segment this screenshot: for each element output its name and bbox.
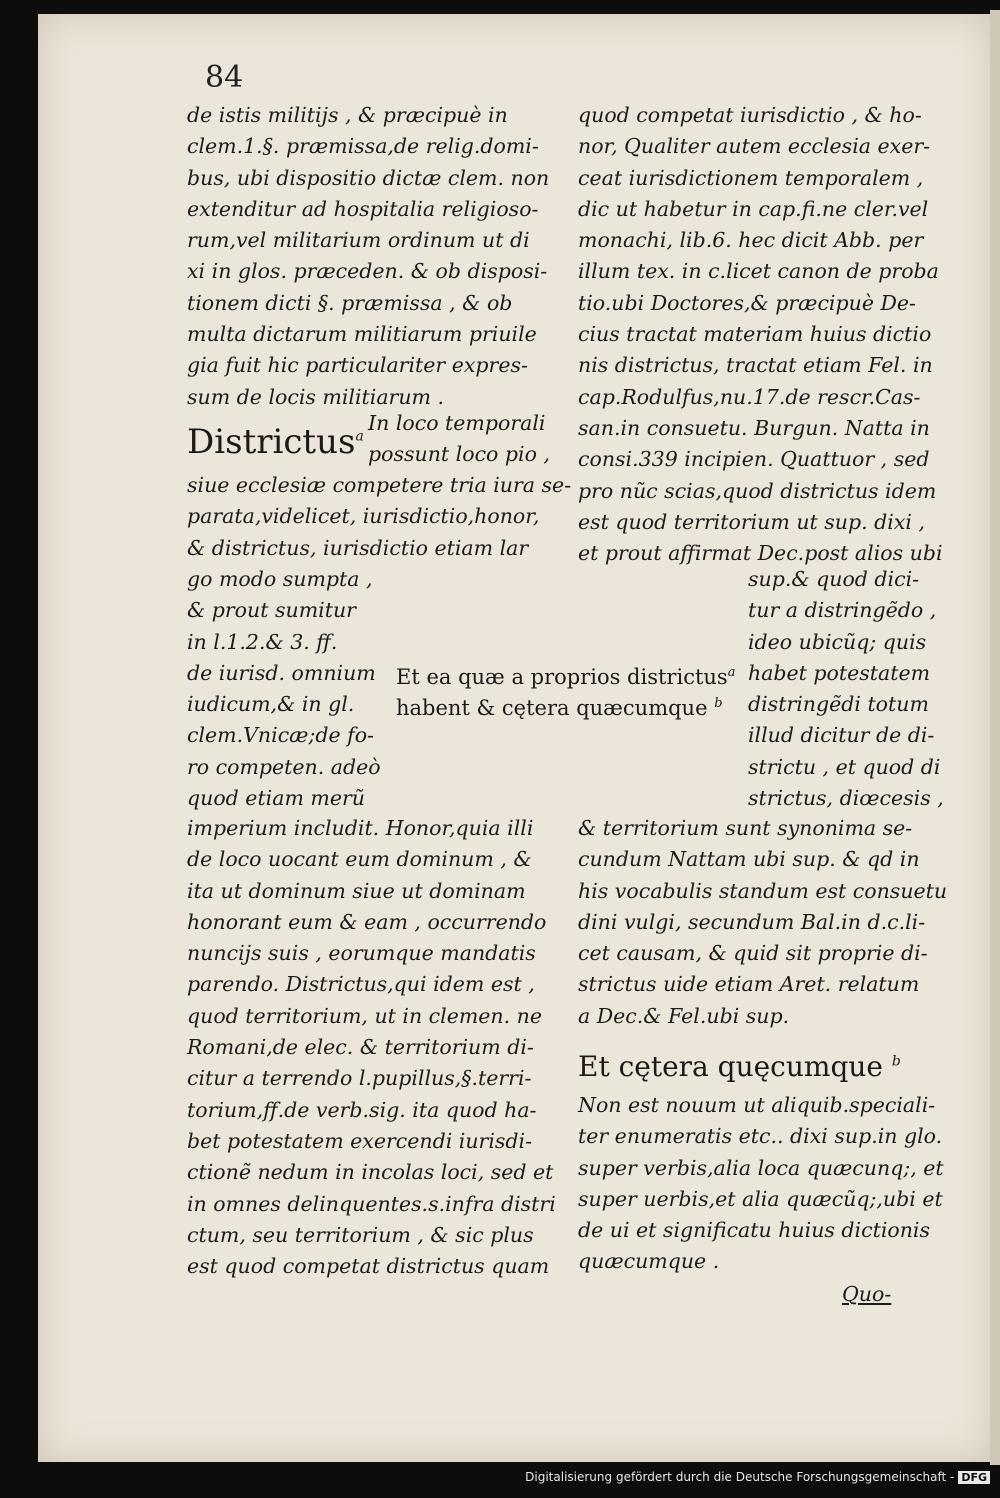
text-line: citur a terrendo l.pupillus,§.terri- xyxy=(187,1066,532,1091)
text-line: sum de locis militiarum . xyxy=(187,384,445,409)
text-line: rum,vel militarium ordinum ut di xyxy=(187,228,530,253)
text-line: super verbis,alia loca quæcunq;, et xyxy=(578,1155,944,1180)
text-line: distringẽdi totum xyxy=(748,692,929,717)
text-line: de ui et significatu huius dictionis xyxy=(578,1218,931,1243)
page-number: 84 xyxy=(205,60,244,95)
note-marker: b xyxy=(891,1053,901,1070)
text-line: honorant eum & eam , occurrendo xyxy=(187,909,547,934)
text-line: iudicum,& in gl. xyxy=(187,692,355,717)
catchword: Quo- xyxy=(842,1282,892,1306)
text-line: tio.ubi Doctores,& præcipuè De- xyxy=(578,290,916,315)
center-line: Et ea quæ a proprios districtus xyxy=(396,665,728,689)
text-line: pro nũc scias,quod districtus idem xyxy=(578,478,937,503)
text-line: monachi, lib.6. hec dicit Abb. per xyxy=(578,228,924,253)
note-marker: a xyxy=(727,665,736,680)
text-line: gia fuit hic particulariter expres- xyxy=(187,353,528,378)
text-line: & districtus, iurisdictio etiam lar xyxy=(187,535,529,560)
text-line: ideo ubicũq; quis xyxy=(748,629,927,654)
text-line: cundum Nattam ubi sup. & qd in xyxy=(578,847,920,872)
text-line: a Dec.& Fel.ubi sup. xyxy=(578,1003,790,1028)
text-line: quod etiam merũ xyxy=(187,786,365,811)
text-line: dini vulgi, secundum Bal.in d.c.li- xyxy=(578,909,926,934)
text-line: ceat iurisdictionem temporalem , xyxy=(578,165,924,190)
dfg-logo: DFG xyxy=(958,1471,990,1484)
text-line: possunt loco pio , xyxy=(368,442,550,467)
text-line: dic ut habetur in cap.fi.ne cler.vel xyxy=(578,196,929,221)
text-line: parendo. Districtus,qui idem est , xyxy=(187,972,535,997)
text-line: strictus, diœcesis , xyxy=(748,786,944,811)
text-line: his vocabulis standum est consuetu xyxy=(578,878,948,903)
text-line: ter enumeratis etc.. dixi sup.in glo. xyxy=(578,1124,943,1149)
text-line: extenditur ad hospitalia religioso- xyxy=(187,196,539,221)
text-line: est quod competat districtus quam xyxy=(187,1254,550,1279)
text-line: xi in glos. præceden. & ob disposi- xyxy=(187,259,548,284)
footer-text: Digitalisierung gefördert durch die Deutsche Forschungsgemeinschaft - xyxy=(525,1470,955,1484)
text-line xyxy=(396,688,741,719)
text-line: Romani,de elec. & territorium di- xyxy=(187,1035,534,1060)
text-line: cet causam, & quid sit proprie di- xyxy=(578,941,928,966)
center-main-text xyxy=(396,657,741,720)
text-line: strictus uide etiam Aret. relatum xyxy=(578,972,920,997)
text-line xyxy=(396,657,741,688)
text-line: imperium includit. Honor,quia illi xyxy=(187,816,534,840)
text-line: san.in consuetu. Burgun. Natta in xyxy=(578,415,930,440)
left-column-bottom xyxy=(187,813,557,1282)
text-line: ro competen. adeò xyxy=(187,754,381,779)
text-line: bus, ubi dispositio dictæ clem. non xyxy=(187,165,550,190)
text-line: Non est nouum ut aliquib.speciali- xyxy=(578,1093,936,1117)
text-line: In loco temporali xyxy=(368,411,546,435)
text-line: est quod territorium ut sup. dixi , xyxy=(578,509,925,534)
text-line: illud dicitur de di- xyxy=(748,723,935,748)
note-marker: b xyxy=(714,696,723,712)
text-line: nuncijs suis , eorumque mandatis xyxy=(187,941,536,966)
text-line: nor, Qualiter autem ecclesia exer- xyxy=(578,134,931,159)
text-line: & territorium sunt synonima se- xyxy=(578,816,913,840)
text-line: habet potestatem xyxy=(748,660,931,685)
text-line: de loco uocant eum dominum , & xyxy=(187,847,532,872)
text-line: tur a distringẽdo , xyxy=(748,598,937,623)
text-line: quod competat iurisdictio , & ho- xyxy=(578,103,922,127)
headword-text: Districtus xyxy=(187,422,356,462)
text-line: bet potestatem exercendi iurisdi- xyxy=(187,1128,533,1153)
text-line: consi.339 incipien. Quattuor , sed xyxy=(578,447,930,472)
text-line: quod territorium, ut in clemen. ne xyxy=(187,1003,542,1028)
right-narrow-column xyxy=(748,564,948,814)
left-column-mid xyxy=(187,470,572,564)
text-line: parata,videlicet, iurisdictio,honor, xyxy=(187,504,540,529)
text-line: in l.1.2.& 3. ff. xyxy=(187,629,338,654)
text-line: et prout affirmat Dec.post alios ubi xyxy=(578,541,943,566)
text-line: clem.1.§. præmissa,de relig.domi- xyxy=(187,134,539,159)
text-line: strictu , et quod di xyxy=(748,754,941,779)
right-column-bottom xyxy=(578,813,946,1032)
text-line: go modo sumpta , xyxy=(187,567,373,591)
text-line: siue ecclesiæ competere tria iura se- xyxy=(187,473,572,497)
text-line: de istis militijs , & præcipuè in xyxy=(187,103,508,127)
left-narrow-column xyxy=(187,564,382,814)
headword-gloss xyxy=(368,408,558,471)
text-line: tionem dicti §. præmissa , & ob xyxy=(187,290,513,315)
subheading-text: Et cętera quęcumque xyxy=(578,1050,883,1083)
left-column-top xyxy=(187,100,557,413)
text-line: ctum, seu territorium , & sic plus xyxy=(187,1222,534,1247)
page-edge xyxy=(990,10,1000,1465)
subheading xyxy=(578,1050,901,1083)
text-line: clem.Vnicæ;de fo- xyxy=(187,723,374,748)
text-line: ctionẽ nedum in incolas loci, sed et xyxy=(187,1160,554,1185)
text-line: ita ut dominum siue ut dominam xyxy=(187,878,526,903)
text-line: & prout sumitur xyxy=(187,598,356,623)
footer-credit xyxy=(525,1470,990,1484)
headword-districtus xyxy=(187,422,364,462)
text-line: in omnes delinquentes.s.infra distri xyxy=(187,1191,556,1216)
text-line: quæcumque . xyxy=(578,1249,720,1274)
text-line: nis districtus, tractat etiam Fel. in xyxy=(578,353,933,378)
text-line: illum tex. in c.licet canon de proba xyxy=(578,259,939,284)
text-line: cius tractat materiam huius dictio xyxy=(578,322,932,347)
right-column-final xyxy=(578,1090,946,1278)
text-line: cap.Rodulfus,nu.17.de rescr.Cas- xyxy=(578,384,921,409)
text-line: super uerbis,et alia quæcũq;,ubi et xyxy=(578,1186,943,1211)
note-marker: a xyxy=(355,428,364,445)
text-line: multa dictarum militiarum priuile xyxy=(187,322,537,347)
center-line: habent & cętera quæcumque xyxy=(396,696,708,721)
right-column-top xyxy=(578,100,946,569)
text-line: de iurisd. omnium xyxy=(187,660,376,685)
text-line: sup.& quod dici- xyxy=(748,567,920,591)
text-line: torium,ff.de verb.sig. ita quod ha- xyxy=(187,1097,537,1122)
